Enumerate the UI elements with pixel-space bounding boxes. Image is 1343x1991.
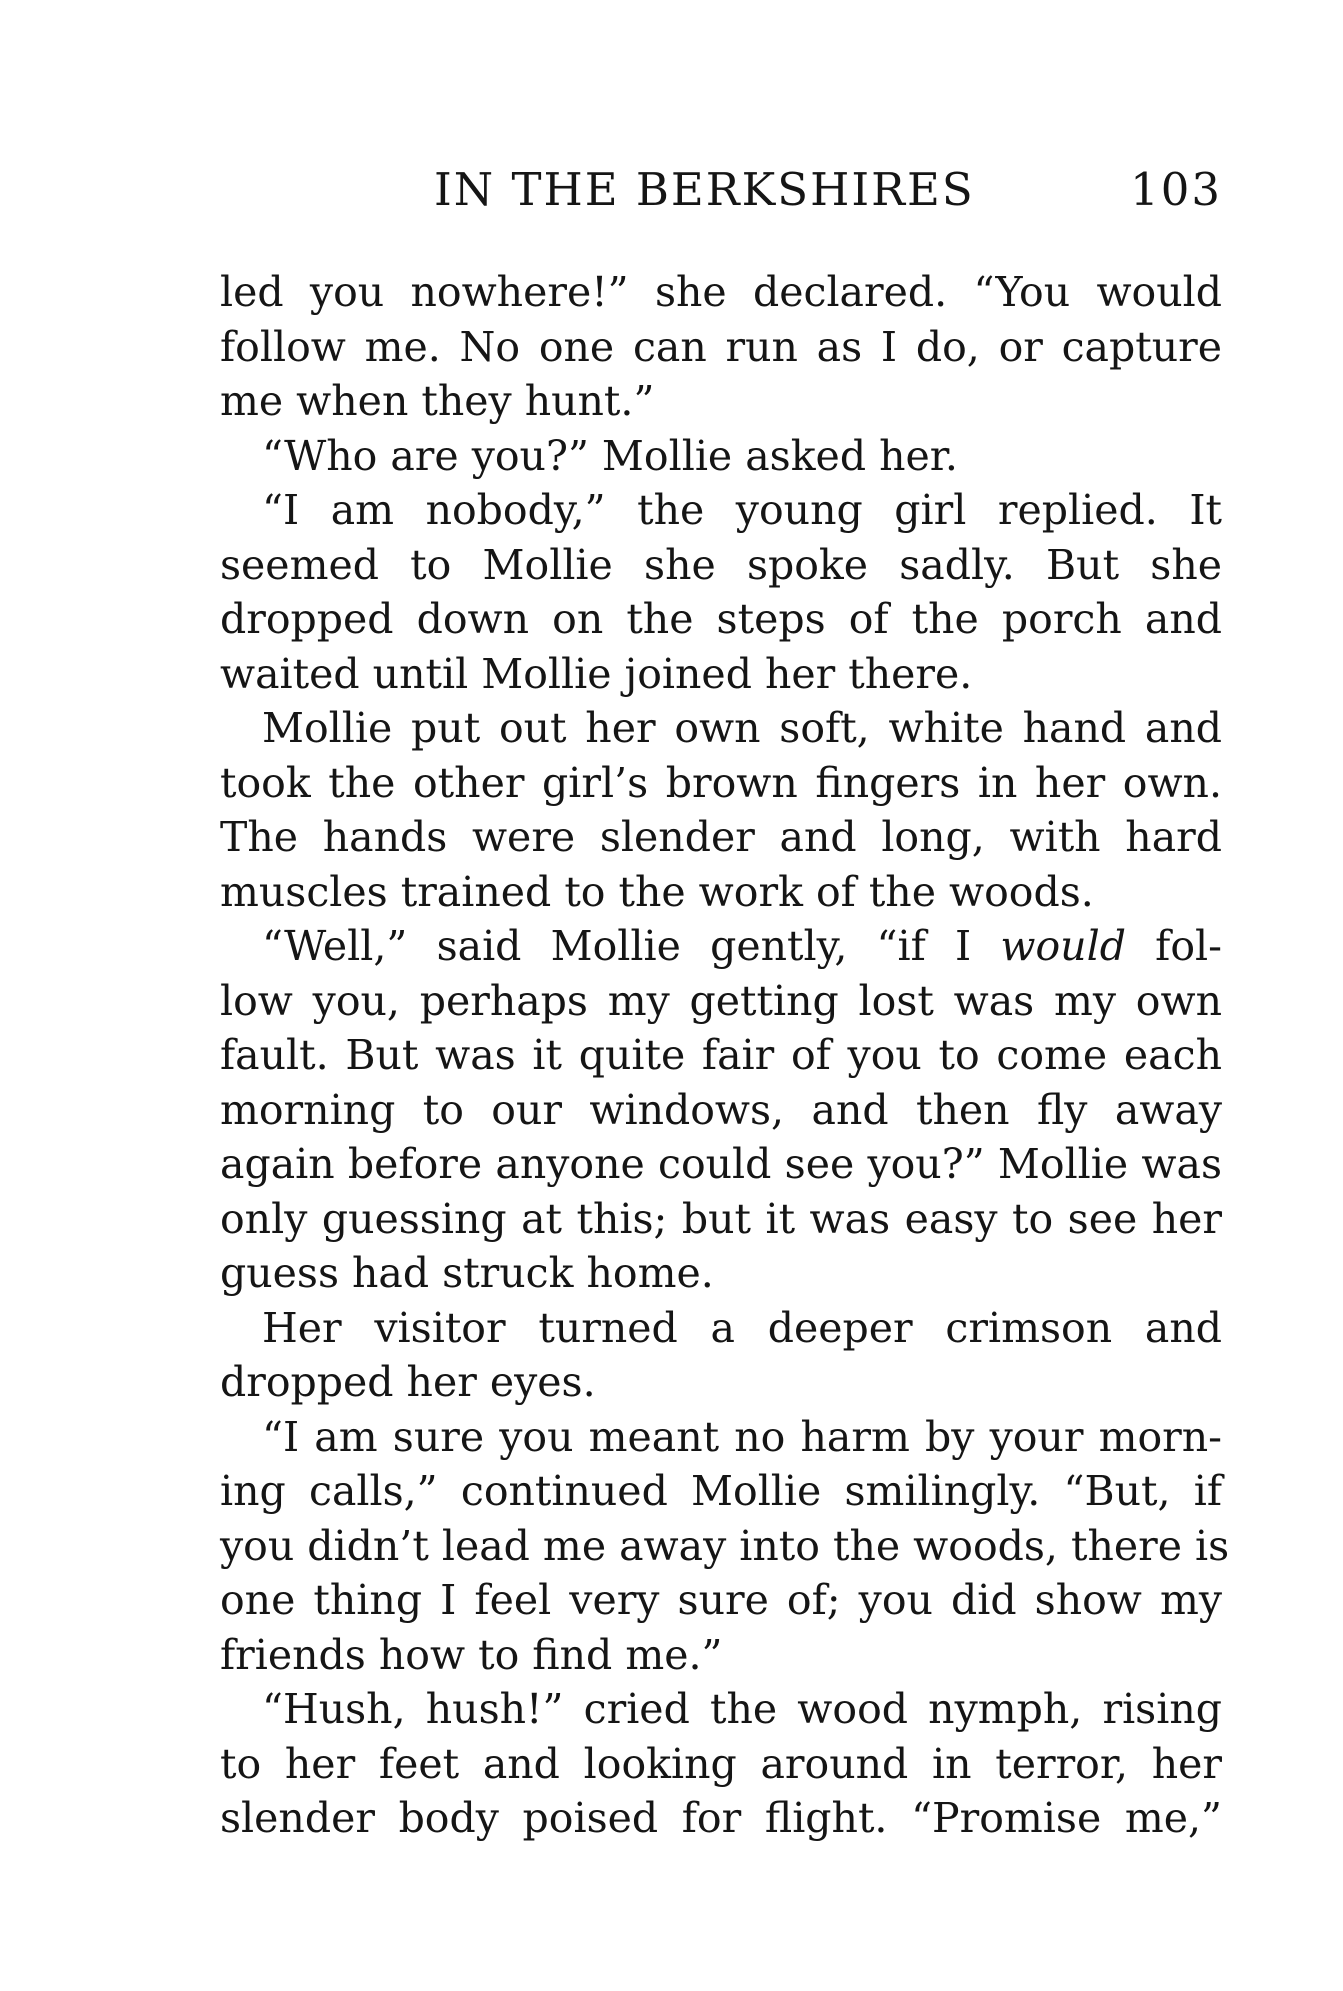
text-line: muscles trained to the work of the woods. xyxy=(220,867,1094,916)
text-line: one thing I feel very sure of; you did show my xyxy=(220,1576,1222,1624)
text-line: dropped her eyes. xyxy=(220,1358,596,1406)
text-line: “Hush, hush!” cried the wood nymph, rising xyxy=(262,1685,1222,1733)
text-line: follow me. No one can run as I do, or capture xyxy=(220,322,1222,371)
text-line: ing calls,” continued Mollie smilingly. “But, if xyxy=(220,1467,1222,1515)
text-line: “Who are you?” Mollie asked her. xyxy=(262,431,958,480)
text-line: waited until Mollie joined her there. xyxy=(220,649,973,698)
text-line xyxy=(220,919,1222,974)
italic-word: would xyxy=(1000,922,1126,970)
text-line: slender body poised for flight. “Promise me,” xyxy=(220,1794,1222,1842)
text-line: again before anyone could see you?” Mollie was xyxy=(220,1140,1222,1188)
text-line: you didn’t lead me away into the woods, there is xyxy=(220,1521,1230,1570)
text-line: “I am sure you meant no harm by your morn- xyxy=(262,1412,1222,1461)
text-line: me when they hunt.” xyxy=(220,377,655,425)
text-fragment: “Well,” said Mollie gently, “if I xyxy=(262,922,972,970)
text-line: The hands were slender and long, with hard xyxy=(220,813,1222,861)
text-line: Mollie put out her own soft, white hand and xyxy=(262,704,1222,752)
text-line: to her feet and looking around in terror, her xyxy=(220,1739,1222,1788)
running-head xyxy=(220,160,1222,220)
running-title: IN THE BERKSHIRES xyxy=(434,163,975,216)
text-line: guess had struck home. xyxy=(220,1249,714,1297)
text-line: seemed to Mollie she spoke sadly. But she xyxy=(220,540,1222,589)
text-line: friends how to find me.” xyxy=(220,1630,723,1679)
page-number: 103 xyxy=(1130,163,1222,216)
text-line: fault. But was it quite fair of you to come each xyxy=(220,1031,1222,1079)
text-line: only guessing at this; but it was easy to see her xyxy=(220,1194,1222,1243)
text-line: “I am nobody,” the young girl replied. It xyxy=(262,486,1222,534)
text-line: low you, perhaps my getting lost was my own xyxy=(220,976,1222,1025)
body-text xyxy=(220,265,1230,1846)
text-line: Her visitor turned a deeper crimson and xyxy=(262,1303,1222,1352)
text-fragment: fol- xyxy=(1155,922,1222,970)
text-line: dropped down on the steps of the porch and xyxy=(220,595,1222,643)
text-line: led you nowhere!” she declared. “You would xyxy=(220,268,1222,316)
text-line: morning to our windows, and then fly away xyxy=(220,1085,1222,1134)
text-line: took the other girl’s brown fingers in her own. xyxy=(220,758,1222,807)
